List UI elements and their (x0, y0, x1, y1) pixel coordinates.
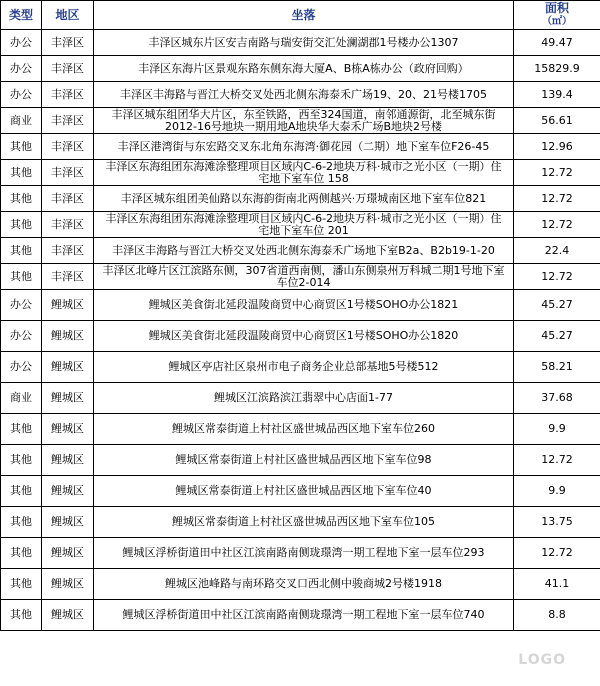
table-row (1, 56, 600, 82)
cell-type: 其他 (1, 569, 42, 600)
table-row (1, 134, 600, 160)
cell-area: 8.8 (514, 600, 600, 631)
cell-address: 鲤城区浮桥街道田中社区江滨南路南侧珑璟湾一期工程地下室一层车位293 (94, 538, 514, 569)
cell-type: 其他 (1, 160, 42, 186)
cell-address: 鲤城区常泰街道上村社区盛世城品西区地下室车位40 (94, 476, 514, 507)
header-area (514, 1, 600, 30)
cell-address: 丰泽区城东片区安吉南路与瑞安街交汇处澜湖郡1号楼办公1307 (94, 30, 514, 56)
cell-district: 丰泽区 (42, 134, 94, 160)
cell-district: 丰泽区 (42, 108, 94, 134)
cell-address: 鲤城区常泰街道上村社区盛世城品西区地下室车位260 (94, 414, 514, 445)
cell-type: 办公 (1, 30, 42, 56)
table-row (1, 445, 600, 476)
cell-district: 丰泽区 (42, 264, 94, 290)
table-row (1, 507, 600, 538)
cell-area: 12.72 (514, 212, 600, 238)
cell-area: 12.72 (514, 445, 600, 476)
cell-area: 12.72 (514, 264, 600, 290)
cell-address: 丰泽区北峰片区江滨路东侧，307省道西南侧，潘山东侧泉州万科城二期1号地下室车位2-014 (94, 264, 514, 290)
cell-area: 58.21 (514, 352, 600, 383)
cell-address: 丰泽区城东组团华大片区，东至铁路，西至324国道，南邻通源街，北至城东街2012-16号地块一期用地A地块华大泰禾广场B地块2号楼 (94, 108, 514, 134)
cell-type: 办公 (1, 352, 42, 383)
header-area-unit: （㎡） (542, 16, 572, 27)
cell-address: 鲤城区美食街北延段温陵商贸中心商贸区1号楼SOHO办公1820 (94, 321, 514, 352)
cell-address: 丰泽区东海片区景观东路东侧东海大厦A、B栋A栋办公（政府回购） (94, 56, 514, 82)
cell-type: 其他 (1, 414, 42, 445)
cell-address: 鲤城区常泰街道上村社区盛世城品西区地下室车位98 (94, 445, 514, 476)
table-row (1, 569, 600, 600)
cell-district: 鲤城区 (42, 569, 94, 600)
cell-type: 其他 (1, 445, 42, 476)
cell-address: 鲤城区美食街北延段温陵商贸中心商贸区1号楼SOHO办公1821 (94, 290, 514, 321)
cell-type: 其他 (1, 238, 42, 264)
cell-type: 办公 (1, 56, 42, 82)
table-row (1, 264, 600, 290)
cell-type: 其他 (1, 538, 42, 569)
cell-area: 12.72 (514, 186, 600, 212)
cell-type: 其他 (1, 134, 42, 160)
header-row (1, 1, 600, 30)
table-row (1, 476, 600, 507)
cell-district: 鲤城区 (42, 600, 94, 631)
table-row (1, 30, 600, 56)
cell-area: 45.27 (514, 290, 600, 321)
cell-district: 丰泽区 (42, 82, 94, 108)
table-row (1, 414, 600, 445)
cell-area: 139.4 (514, 82, 600, 108)
cell-district: 鲤城区 (42, 414, 94, 445)
cell-address: 鲤城区亭店社区泉州市电子商务企业总部基地5号楼512 (94, 352, 514, 383)
cell-area: 15829.9 (514, 56, 600, 82)
cell-district: 丰泽区 (42, 56, 94, 82)
table-row (1, 383, 600, 414)
cell-area: 41.1 (514, 569, 600, 600)
cell-district: 鲤城区 (42, 321, 94, 352)
table-row (1, 352, 600, 383)
cell-area: 9.9 (514, 476, 600, 507)
table-row (1, 600, 600, 631)
cell-area: 12.72 (514, 160, 600, 186)
cell-area: 22.4 (514, 238, 600, 264)
cell-address: 丰泽区东海组团东海滩涂整理项目区域内C-6-2地块万科·城市之光小区（一期）住宅地下室车位 201 (94, 212, 514, 238)
table-row (1, 238, 600, 264)
cell-address: 丰泽区丰海路与晋江大桥交叉处西北侧东海泰禾广场地下室B2a、B2b19-1-20 (94, 238, 514, 264)
table-row (1, 321, 600, 352)
cell-district: 丰泽区 (42, 30, 94, 56)
cell-district: 鲤城区 (42, 476, 94, 507)
cell-address: 丰泽区东海组团东海滩涂整理项目区域内C-6-2地块万科·城市之光小区（一期）住宅地下室车位 158 (94, 160, 514, 186)
table-row (1, 160, 600, 186)
cell-district: 丰泽区 (42, 186, 94, 212)
cell-address: 鲤城区常泰街道上村社区盛世城品西区地下室车位105 (94, 507, 514, 538)
cell-district: 鲤城区 (42, 352, 94, 383)
header-district: 地区 (42, 1, 94, 30)
header-address: 坐落 (94, 1, 514, 30)
cell-type: 办公 (1, 290, 42, 321)
table-row (1, 212, 600, 238)
header-type: 类型 (1, 1, 42, 30)
cell-type: 商业 (1, 108, 42, 134)
cell-district: 丰泽区 (42, 238, 94, 264)
table-body (1, 30, 600, 631)
header-area-label: 面积 (544, 1, 569, 15)
table-row (1, 186, 600, 212)
cell-address: 鲤城区浮桥街道田中社区江滨南路南侧珑璟湾一期工程地下室一层车位740 (94, 600, 514, 631)
cell-type: 其他 (1, 507, 42, 538)
cell-address: 丰泽区丰海路与晋江大桥交叉处西北侧东海泰禾广场19、20、21号楼1705 (94, 82, 514, 108)
cell-area: 45.27 (514, 321, 600, 352)
table-row (1, 108, 600, 134)
table-row (1, 82, 600, 108)
cell-district: 鲤城区 (42, 445, 94, 476)
watermark: LOGO (518, 652, 566, 668)
cell-address: 鲤城区池峰路与南环路交叉口西北侧中骏商城2号楼1918 (94, 569, 514, 600)
cell-address: 丰泽区城东组团美仙路以东海韵街南北两侧越兴·万璟城南区地下室车位821 (94, 186, 514, 212)
cell-area: 49.47 (514, 30, 600, 56)
cell-area: 13.75 (514, 507, 600, 538)
cell-address: 丰泽区港湾街与东宏路交叉东北角东海湾·御花园（二期）地下室车位F26-45 (94, 134, 514, 160)
cell-type: 其他 (1, 476, 42, 507)
cell-type: 商业 (1, 383, 42, 414)
table-row (1, 538, 600, 569)
cell-area: 9.9 (514, 414, 600, 445)
cell-type: 办公 (1, 82, 42, 108)
cell-district: 丰泽区 (42, 212, 94, 238)
table-row (1, 290, 600, 321)
cell-district: 鲤城区 (42, 507, 94, 538)
cell-district: 鲤城区 (42, 290, 94, 321)
cell-address: 鲤城区江滨路滨江翡翠中心店面1-77 (94, 383, 514, 414)
cell-area: 37.68 (514, 383, 600, 414)
cell-district: 丰泽区 (42, 160, 94, 186)
cell-district: 鲤城区 (42, 538, 94, 569)
cell-type: 办公 (1, 321, 42, 352)
cell-type: 其他 (1, 212, 42, 238)
cell-area: 12.96 (514, 134, 600, 160)
cell-area: 56.61 (514, 108, 600, 134)
cell-district: 鲤城区 (42, 383, 94, 414)
cell-type: 其他 (1, 264, 42, 290)
cell-type: 其他 (1, 600, 42, 631)
cell-area: 12.72 (514, 538, 600, 569)
cell-type: 其他 (1, 186, 42, 212)
